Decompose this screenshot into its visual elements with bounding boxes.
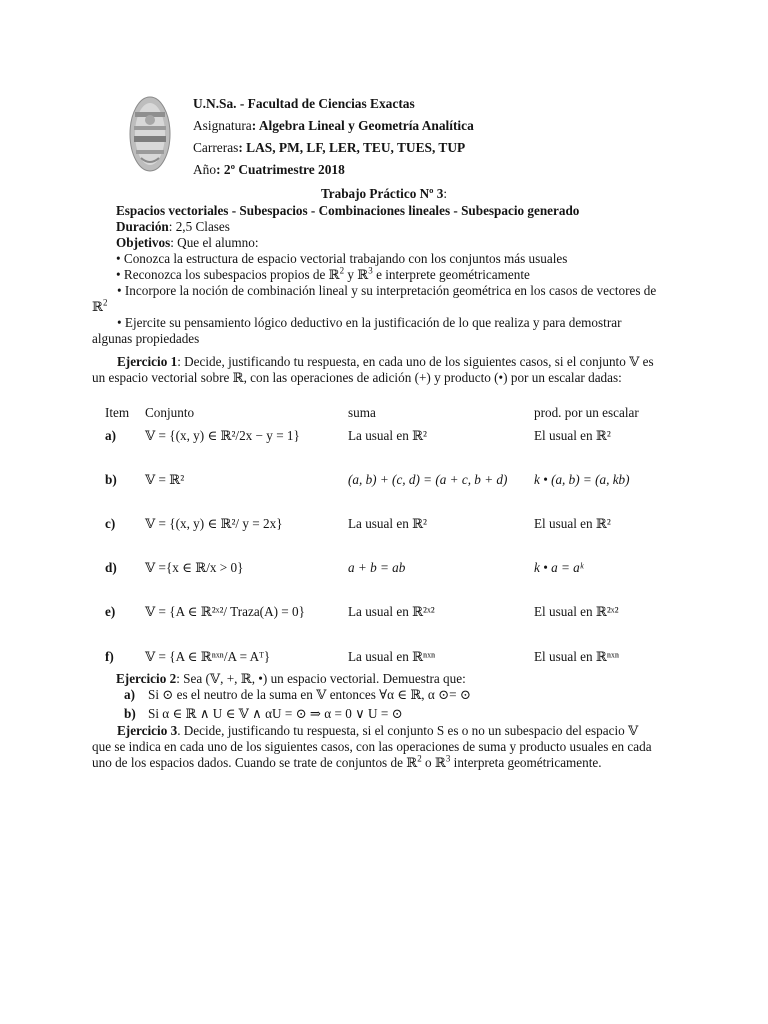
row-item: c) — [105, 516, 116, 531]
row-set: 𝕍 = {A ∈ ℝⁿˣⁿ/A = Aᵀ} — [145, 649, 271, 664]
exercise-2b-text: Si α ∈ ℝ ∧ U ∈ 𝕍 ∧ αU = ⊙ ⇒ α = 0 ∨ U = ⊙ — [148, 706, 403, 721]
row-item: d) — [105, 560, 117, 575]
row-set: 𝕍 ={x ∈ ℝ/x > 0} — [145, 560, 244, 575]
row-prod: k • a = aᵏ — [534, 560, 584, 575]
row-sum: La usual en ℝⁿˣⁿ — [348, 649, 436, 664]
row-set: 𝕍 = {(x, y) ∈ ℝ²/ y = 2x} — [145, 516, 283, 531]
year-line — [193, 162, 345, 178]
careers-label: Carreras — [193, 140, 239, 155]
row-prod: El usual en ℝ² — [534, 516, 611, 531]
duration-line: Duración: 2,5 Clases — [116, 219, 230, 234]
exercise-2a-label: a) — [124, 687, 135, 702]
table-header-sum: suma — [348, 405, 376, 420]
tp-title: Trabajo Práctico Nº 3: — [320, 186, 448, 201]
objective-1: • Conozca la estructura de espacio vectorial trabajando con los conjuntos más usuales — [116, 251, 568, 266]
table-header-set: Conjunto — [145, 405, 195, 420]
objective-3: • Incorpore la noción de combinación lineal y su interpretación geométrica en los casos de vectores de ℝ$^2$ — [92, 283, 657, 314]
row-set: 𝕍 = {A ∈ ℝ²ˣ²/ Traza(A) = 0} — [145, 604, 305, 619]
exercise-1-statement: Ejercicio 1: Decide, justificando tu respuesta, en cada uno de los siguientes casos, si el conjunto 𝕍 es un espacio vectorial sobre ℝ, con las operaciones de adición (+) y producto (•) por un escalar dadas: — [92, 354, 654, 385]
exercise-2-statement: Ejercicio 2: Sea (𝕍, +, ℝ, •) un espacio vectorial. Demuestra que: — [116, 671, 466, 686]
row-prod: El usual en ℝⁿˣⁿ — [534, 649, 619, 664]
row-prod: El usual en ℝ²ˣ² — [534, 604, 619, 619]
year-label: Año — [193, 162, 217, 177]
objective-2: • Reconozca los subespacios propios de ℝ$^2$ y ℝ$^3$ e interprete geométricamente — [116, 265, 530, 282]
row-sum: La usual en ℝ²ˣ² — [348, 604, 435, 619]
table-header-prod: prod. por un escalar — [534, 405, 639, 420]
row-prod: El usual en ℝ² — [534, 428, 611, 443]
careers-line — [193, 140, 465, 156]
row-item: b) — [105, 472, 117, 487]
row-item: a) — [105, 428, 116, 443]
row-sum: a + b = ab — [348, 560, 406, 575]
tp-topics: Espacios vectoriales - Subespacios - Combinaciones lineales - Subespacio generado — [116, 203, 580, 218]
exercise-2a-text: Si ⊙ es el neutro de la suma en 𝕍 entonces ∀α ∈ ℝ, α ⊙= ⊙ — [148, 687, 471, 702]
careers-value: : LAS, PM, LF, LER, TEU, TUES, TUP — [238, 140, 466, 155]
exercise-2b-label: b) — [124, 706, 136, 721]
row-item: f) — [105, 649, 114, 664]
row-prod: k • (a, b) = (a, kb) — [534, 472, 630, 487]
university-name: U.N.Sa. - Facultad de Ciencias Exactas — [193, 96, 415, 111]
exercise-3-statement: Ejercicio 3. Decide, justificando tu respuesta, si el conjunto S es o no un subespacio del espacio 𝕍 que se indica en cada uno de los siguientes casos, con las operaciones de suma y producto usuales en cada uno de los espacios dados. Cuando se trate de conjuntos de ℝ$^2$ o ℝ$^3$ interpreta geométricamente. — [92, 723, 652, 770]
row-set: 𝕍 = {(x, y) ∈ ℝ²/2x − y = 1} — [145, 428, 300, 443]
subject-line — [193, 118, 474, 134]
objectives-line: Objetivos: Que el alumno: — [116, 235, 259, 250]
year-value: : 2º Cuatrimestre 2018 — [216, 162, 345, 177]
row-sum: La usual en ℝ² — [348, 516, 427, 531]
row-sum: (a, b) + (c, d) = (a + c, b + d) — [348, 472, 508, 487]
table-header-item: Item — [105, 405, 130, 420]
row-item: e) — [105, 604, 116, 619]
subject-value: : Algebra Lineal y Geometría Analítica — [251, 118, 474, 133]
subject-label: Asignatura — [193, 118, 252, 133]
row-set: 𝕍 = ℝ² — [145, 472, 185, 487]
row-sum: La usual en ℝ² — [348, 428, 427, 443]
university-seal-logo — [129, 96, 171, 172]
objective-4: • Ejercite su pensamiento lógico deductivo en la justificación de lo que realiza y para demostrar algunas propiedades — [92, 315, 622, 346]
